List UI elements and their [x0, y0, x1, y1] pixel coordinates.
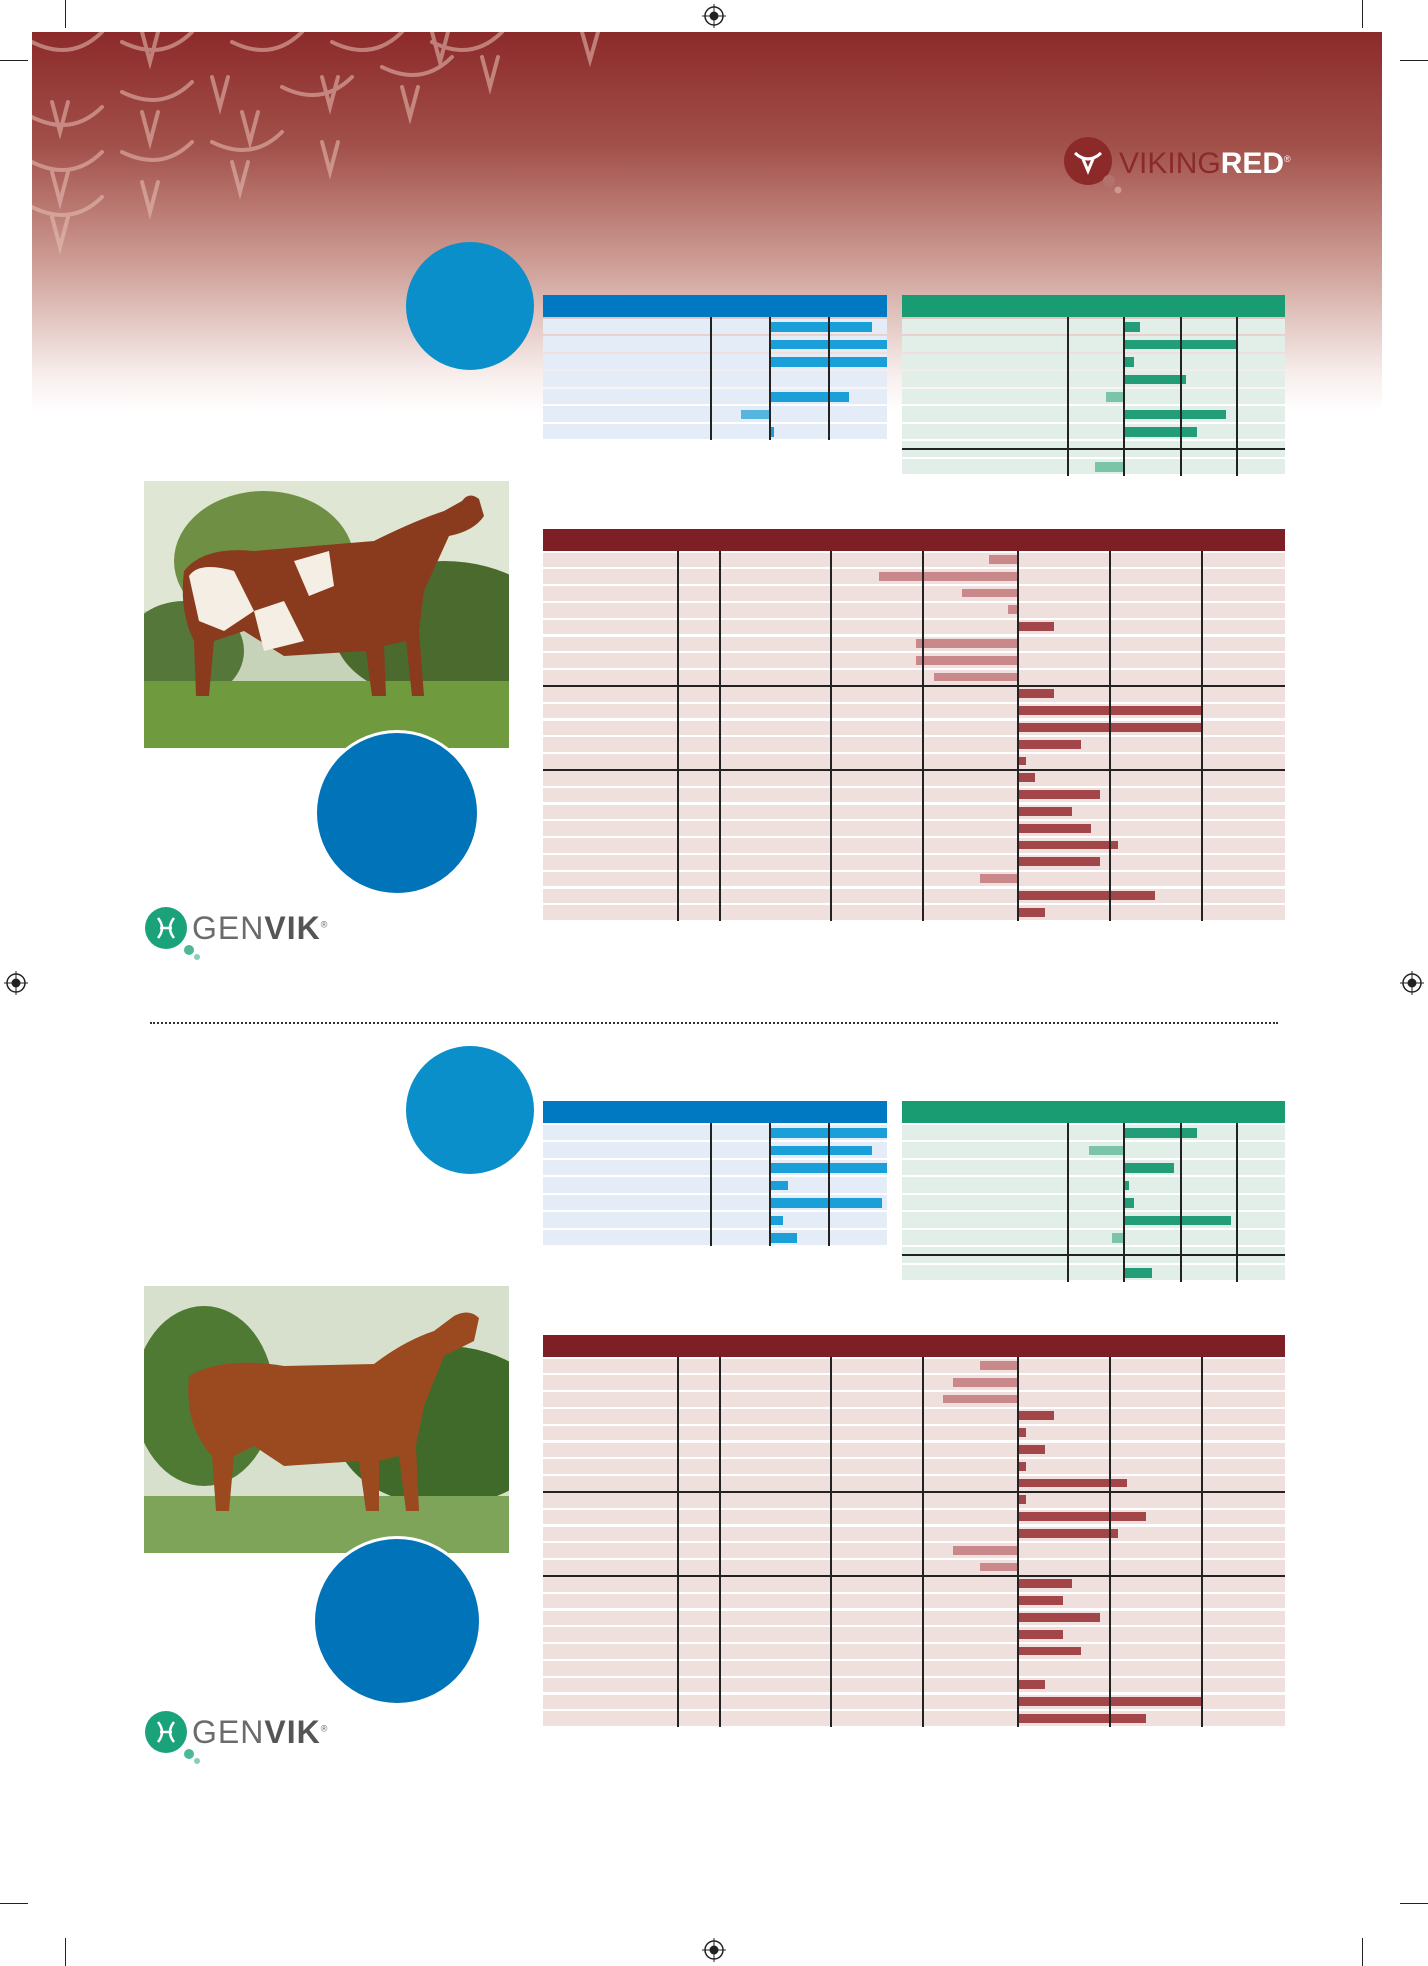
conformation-row-bg: [543, 1543, 1285, 1558]
conformation-bar: [1017, 689, 1054, 698]
production-gridline: [710, 317, 712, 440]
conformation-row-bg: [543, 872, 1285, 887]
conformation-row-bg: [543, 905, 1285, 920]
conformation-bar: [1017, 1630, 1063, 1639]
conformation-row-bg: [543, 805, 1285, 820]
health-panel-header: [902, 295, 1285, 317]
production-row-bg: [543, 1212, 887, 1228]
conformation-row-bg: [543, 1510, 1285, 1525]
crop-mark: [0, 1903, 28, 1904]
health-bar: [1112, 1233, 1123, 1243]
health-gridline: [1180, 317, 1182, 476]
cow-photo-image: [144, 481, 509, 748]
bull-2-conformation-panel: [543, 1335, 1285, 1728]
conformation-bar: [953, 1546, 1017, 1555]
health-row-bg: [902, 459, 1285, 475]
conformation-bar: [1017, 891, 1155, 900]
conformation-bar: [1017, 807, 1072, 816]
vikingred-logo: [1063, 135, 1293, 195]
genvik-wordmark: [192, 1714, 328, 1751]
registration-mark-icon: [4, 971, 28, 995]
conformation-bar: [1017, 1596, 1063, 1605]
bull-2-genvik-logo: [144, 1706, 344, 1766]
health-gridline: [1236, 1123, 1238, 1282]
conformation-row-bg: [543, 1711, 1285, 1726]
conformation-bar: [916, 656, 1017, 665]
health-gridline: [1180, 1123, 1182, 1282]
conformation-panel-header: [543, 1335, 1285, 1357]
conformation-bar: [1017, 1529, 1118, 1538]
conformation-gridline: [1109, 551, 1111, 921]
health-gridline: [1067, 317, 1069, 476]
crop-mark: [0, 60, 28, 61]
conformation-group-separator: [543, 1575, 1285, 1577]
conformation-bar: [1017, 1512, 1146, 1521]
health-row-bg: [902, 354, 1285, 370]
conformation-row-bg: [543, 838, 1285, 853]
conformation-row-bg: [543, 653, 1285, 668]
health-bar: [1123, 1163, 1174, 1173]
conformation-row-bg: [543, 1443, 1285, 1458]
registration-mark-icon: [1400, 971, 1424, 995]
health-gridline: [1123, 317, 1125, 476]
conformation-row-bg: [543, 586, 1285, 601]
production-bar: [769, 1146, 872, 1156]
health-row-bg: [902, 389, 1285, 405]
conformation-bar: [1017, 1647, 1081, 1656]
conformation-bar: [1017, 824, 1091, 833]
health-bar: [1123, 410, 1226, 420]
conformation-group-separator: [543, 1491, 1285, 1493]
conformation-bar: [934, 673, 1017, 682]
conformation-group-separator: [543, 685, 1285, 687]
conformation-row-bg: [543, 1527, 1285, 1542]
health-gridline: [1236, 317, 1238, 476]
crop-mark: [1362, 1938, 1363, 1966]
registered-mark: ®: [320, 919, 329, 930]
health-row-bg: [902, 406, 1285, 422]
registered-mark: ®: [1284, 154, 1291, 164]
bull-1-photo: [144, 481, 509, 748]
production-gridline: [828, 317, 830, 440]
conformation-group-separator: [543, 769, 1285, 771]
conformation-bar: [962, 589, 1017, 598]
bull-1-genvik-logo: [144, 902, 344, 962]
conformation-row-bg: [543, 620, 1285, 635]
conformation-bar: [1008, 605, 1017, 614]
vikingred-text-viking: VIKING: [1119, 147, 1221, 180]
conformation-bar: [1017, 1445, 1045, 1454]
production-row-bg: [543, 371, 887, 387]
registration-mark-icon: [702, 4, 726, 28]
conformation-row-bg: [543, 1560, 1285, 1575]
conformation-row-bg: [543, 1459, 1285, 1474]
crop-mark: [65, 1938, 66, 1966]
health-row-bg: [902, 319, 1285, 335]
conformation-bar: [1017, 740, 1081, 749]
conformation-bar: [1017, 790, 1100, 799]
conformation-bar: [1017, 1579, 1072, 1588]
production-panel-header: [543, 1101, 887, 1123]
conformation-row-bg: [543, 1661, 1285, 1676]
production-gridline: [769, 1123, 771, 1246]
conformation-row-bg: [543, 1375, 1285, 1390]
conformation-row-bg: [543, 1678, 1285, 1693]
conformation-row-bg: [543, 670, 1285, 685]
production-row-bg: [543, 406, 887, 422]
conformation-row-bg: [543, 603, 1285, 618]
conformation-row-bg: [543, 788, 1285, 803]
health-row-bg: [902, 1160, 1285, 1176]
health-bar: [1095, 462, 1124, 472]
health-row-bg: [902, 1177, 1285, 1193]
conformation-bar: [989, 555, 1017, 564]
conformation-row-bg: [543, 889, 1285, 904]
conformation-row-bg: [543, 1594, 1285, 1609]
vikingred-text-red: RED: [1220, 147, 1285, 180]
production-row-bg: [543, 1177, 887, 1193]
conformation-gridline: [719, 1357, 721, 1727]
conformation-bar: [1017, 1479, 1127, 1488]
health-bar: [1123, 1128, 1197, 1138]
conformation-gridline: [1109, 1357, 1111, 1727]
conformation-gridline: [719, 551, 721, 921]
conformation-row-bg: [543, 1426, 1285, 1441]
conformation-row-bg: [543, 687, 1285, 702]
conformation-row-bg: [543, 855, 1285, 870]
conformation-bar: [953, 1378, 1017, 1387]
genvik-text-gen: GEN: [192, 910, 265, 946]
vikingred-wordmark: [1119, 147, 1291, 181]
health-gridline: [1067, 1123, 1069, 1282]
bull-2-health-panel: [902, 1101, 1285, 1282]
conformation-bar: [1017, 908, 1045, 917]
health-bar: [1123, 1216, 1231, 1226]
conformation-gridline: [922, 1357, 924, 1727]
conformation-bar: [879, 572, 1017, 581]
conformation-bar: [980, 874, 1017, 883]
bull-2-blue-circle: [312, 1536, 482, 1706]
conformation-row-bg: [543, 1359, 1285, 1374]
conformation-row-bg: [543, 1409, 1285, 1424]
dotted-separator: [150, 1022, 1278, 1024]
crop-mark: [1400, 1903, 1428, 1904]
cow-photo-image: [144, 1286, 509, 1553]
bull-1-blue-circle: [314, 730, 480, 896]
conformation-row-bg: [543, 1476, 1285, 1491]
health-bar: [1089, 1146, 1123, 1156]
health-separator: [902, 1254, 1285, 1256]
conformation-bar: [1017, 1613, 1100, 1622]
production-row-bg: [543, 424, 887, 440]
conformation-gridline: [1201, 1357, 1203, 1727]
conformation-row-bg: [543, 1611, 1285, 1626]
health-bar: [1123, 357, 1134, 367]
conformation-bar: [1017, 1680, 1045, 1689]
conformation-gridline: [830, 1357, 832, 1727]
conformation-row-bg: [543, 821, 1285, 836]
conformation-row-bg: [543, 1577, 1285, 1592]
health-row-bg: [902, 1195, 1285, 1211]
conformation-row-bg: [543, 1493, 1285, 1508]
production-bar: [769, 1233, 797, 1243]
health-bar: [1123, 427, 1197, 437]
production-gridline: [828, 1123, 830, 1246]
health-bar: [1123, 1268, 1152, 1278]
conformation-row-bg: [543, 737, 1285, 752]
health-bar: [1123, 375, 1186, 385]
production-row-bg: [543, 1230, 887, 1246]
production-bar: [769, 1216, 783, 1226]
health-row-bg: [902, 424, 1285, 440]
conformation-bar: [1017, 1714, 1146, 1723]
bull-1-production-panel: [543, 295, 887, 441]
production-bar: [769, 1198, 882, 1208]
conformation-row-bg: [543, 754, 1285, 769]
conformation-gridline: [677, 551, 679, 921]
conformation-bar: [916, 639, 1017, 648]
production-bar: [741, 410, 769, 420]
conformation-row-bg: [543, 553, 1285, 568]
bull-2-photo: [144, 1286, 509, 1553]
production-gridline: [769, 317, 771, 440]
conformation-gridline: [922, 551, 924, 921]
crop-mark: [65, 0, 66, 28]
production-bar: [769, 322, 872, 332]
health-bar: [1123, 1198, 1134, 1208]
bull-1-conformation-panel: [543, 529, 1285, 922]
conformation-panel-header: [543, 529, 1285, 551]
conformation-bar: [1017, 1411, 1054, 1420]
conformation-row-bg: [543, 637, 1285, 652]
conformation-gridline: [830, 551, 832, 921]
health-row-bg: [902, 1125, 1285, 1141]
health-bar: [1123, 322, 1140, 332]
conformation-row-bg: [543, 1644, 1285, 1659]
conformation-gridline: [1017, 1357, 1019, 1727]
horn-pattern-decoration: [32, 32, 652, 262]
conformation-bar: [980, 1361, 1017, 1370]
conformation-gridline: [1017, 551, 1019, 921]
production-panel-header: [543, 295, 887, 317]
genvik-text-vik: VIK: [264, 910, 321, 946]
crop-mark: [1400, 60, 1428, 61]
conformation-bar: [1017, 622, 1054, 631]
conformation-row-bg: [543, 1627, 1285, 1642]
bull-2-production-panel: [543, 1101, 887, 1247]
registration-mark-icon: [702, 1938, 726, 1962]
bull-1-blue-badge: [406, 242, 534, 370]
production-bar: [769, 392, 849, 402]
conformation-gridline: [677, 1357, 679, 1727]
conformation-bar: [1017, 857, 1100, 866]
genvik-text-gen: GEN: [192, 1714, 265, 1750]
genvik-text-vik: VIK: [264, 1714, 321, 1750]
bull-1-health-panel: [902, 295, 1285, 476]
health-row-bg: [902, 1265, 1285, 1281]
health-bar: [1106, 392, 1123, 402]
crop-mark: [1362, 0, 1363, 28]
conformation-row-bg: [543, 771, 1285, 786]
conformation-gridline: [1201, 551, 1203, 921]
health-gridline: [1123, 1123, 1125, 1282]
genvik-wordmark: [192, 910, 328, 947]
health-panel-header: [902, 1101, 1285, 1123]
registered-mark: ®: [320, 1723, 329, 1734]
conformation-bar: [980, 1563, 1017, 1572]
conformation-row-bg: [543, 1392, 1285, 1407]
health-separator: [902, 448, 1285, 450]
health-row-bg: [902, 1230, 1285, 1246]
health-row-bg: [902, 371, 1285, 387]
conformation-bar: [943, 1395, 1017, 1404]
production-gridline: [710, 1123, 712, 1246]
conformation-bar: [1017, 773, 1035, 782]
bull-2-blue-badge: [406, 1046, 534, 1174]
production-bar: [769, 1181, 788, 1191]
conformation-bar: [1017, 841, 1118, 850]
